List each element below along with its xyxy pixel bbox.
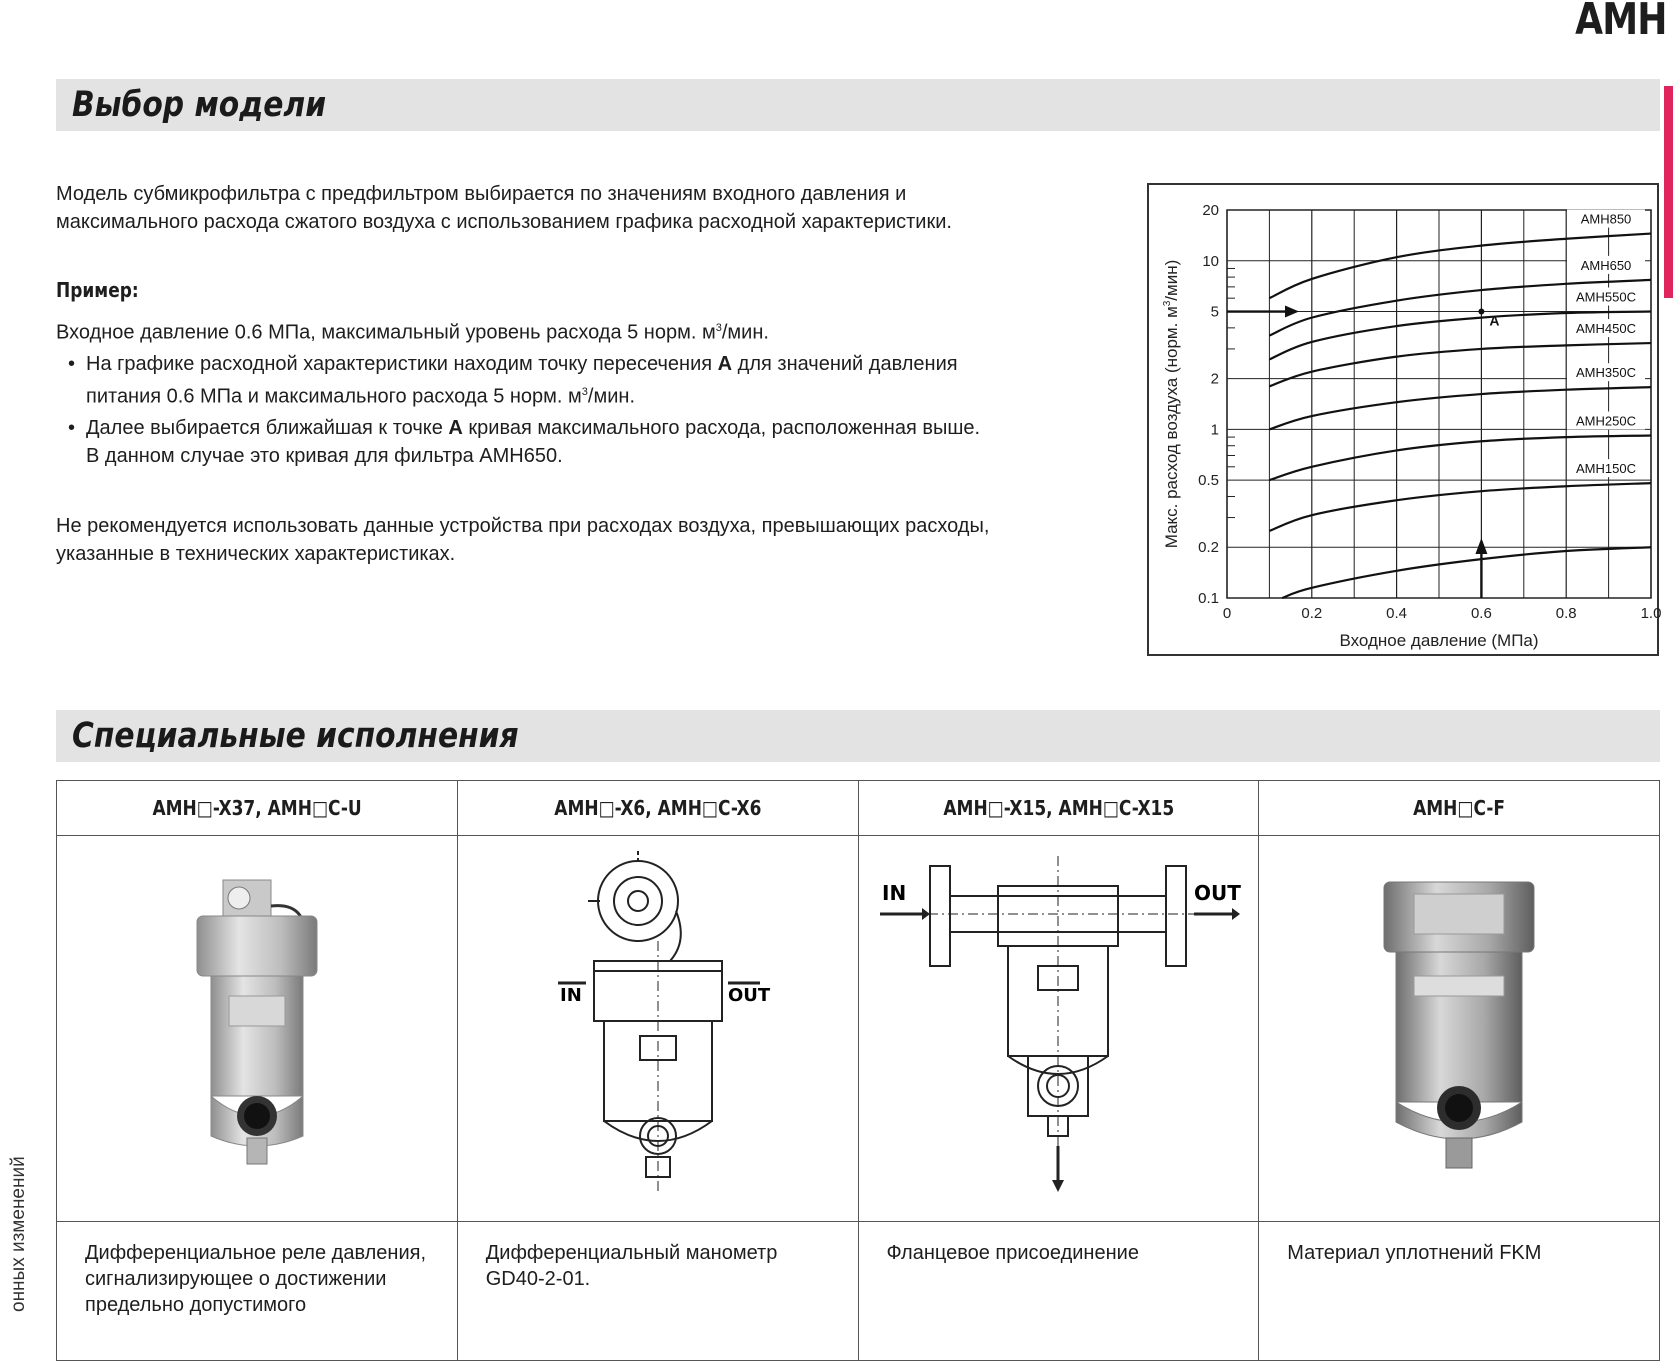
column-header [57,781,458,836]
flow-chart [1147,183,1662,656]
desc-line: предельно допустимого [85,1294,307,1316]
bullet-2-line2: В данном случае это кривая для фильтра AMH650. [86,445,563,467]
flow-chart-svg [1149,185,1662,654]
y-tick-label: 1 [1210,421,1219,439]
in-label: IN [882,881,907,905]
bullet-1-line2-b: /мин. [587,385,636,408]
column-description [57,1222,458,1361]
desc-line: сигнализирующее о достижении [85,1268,387,1290]
column-description [1259,1222,1660,1361]
bullet-1-text-a: На графике расходной характеристики находим точку пересечения [86,353,718,375]
series-label: AMH450C [1576,321,1636,337]
x-tick-label: 0 [1222,605,1232,622]
intro-line-2: максимального расхода сжатого воздуха с использованием графика расходной характеристики. [56,211,952,233]
x-axis-label: Входное давление (МПа) [1339,631,1539,650]
section-title-selection: Выбор модели [72,85,327,125]
y-tick-label: 10 [1202,252,1219,270]
series-label: AMH550C [1576,289,1636,305]
bullet-1-bold: A [717,353,733,375]
series-label: AMH350C [1576,365,1636,381]
column-header-text: AMH□-X37, AMH□C-U [152,796,362,820]
intro-paragraph [56,180,952,236]
x-tick-label: 0.2 [1301,605,1323,622]
point-a-label: A [1489,312,1500,329]
y-tick-label: 5 [1210,303,1219,321]
list-item: • На графике расходной характеристики находим точку пересечения A для значений давления питания 0.6 МПа и максимального расхода 5 норм. $м^3$/мин. [68,353,958,408]
out-label: OUT [1194,881,1242,905]
column-header [858,781,1259,836]
product-image-cell [57,836,458,1222]
series-line [1282,547,1651,598]
bullet-2-text-c: кривая максимального расхода, расположенная выше. [462,417,981,439]
desc-line: Фланцевое присоединение [886,1242,1139,1264]
example-text-b: /мин. [721,321,769,344]
example-text-a: Входное давление 0.6 МПа, максимальный уровень расхода 5 норм. м [56,321,716,344]
out-label: OUT [727,985,770,1006]
bullet-1-line2: питания 0.6 МПа и максимального расхода 5 норм. м [86,385,582,408]
section-title-special: Специальные исполнения [72,716,519,756]
fkm-filter-photo [1374,876,1544,1176]
note-paragraph [56,512,989,568]
special-versions-table [56,780,1660,1361]
column-header-text: AMH□-X6, AMH□C-X6 [554,796,762,820]
product-image-cell [1259,836,1660,1222]
y-axis-label-part: Макс. расход воздуха (норм. м [1162,306,1181,549]
column-header [457,781,858,836]
column-header-text: AMH□-X15, AMH□C-X15 [942,796,1174,820]
bullet-1-text-c: для значений давления [732,353,958,375]
series-label: AMH850 [1580,211,1632,227]
section-band-special [56,710,1660,762]
series-label: AMH250C [1576,413,1636,429]
x-tick-label: 0.4 [1386,605,1408,622]
filter-with-switch-photo [177,876,337,1176]
bullet-2-text-a: Далее выбирается ближайшая к точке [86,417,449,439]
y-tick-label: 0.1 [1198,590,1219,607]
desc-line: Дифференциальный манометр [485,1242,778,1264]
x-tick-label: 0.8 [1555,605,1577,622]
product-code: AMH [1575,0,1667,45]
list-item: • Далее выбирается ближайшая к точке A кривая максимального расхода, расположенная выше. В данном случае это кривая для фильтра AMH650. [68,414,980,470]
in-label: IN [559,985,582,1006]
product-image-cell [858,836,1259,1222]
column-description [457,1222,858,1361]
series-label: AMH150C [1576,461,1636,477]
bullet-2-bold: A [448,417,463,439]
desc-line: Дифференциальное реле давления, [85,1242,427,1264]
series-line [1269,483,1651,531]
section-band-selection [56,79,1660,131]
y-axis-label-sup: 3 [1162,300,1173,307]
y-axis-label [1162,260,1181,549]
y-tick-label: 0.5 [1198,472,1219,490]
note-line-2: указанные в технических характеристиках. [56,543,456,565]
note-line-1: Не рекомендуется использовать данные устройства при расходах воздуха, превышающих расходы, [56,515,990,537]
y-tick-label: 0.2 [1198,539,1219,557]
section-tab-marker [1664,86,1673,298]
series-label: AMH650 [1580,257,1632,273]
side-margin-text: онных изменений [8,1156,29,1312]
point-a [1478,309,1484,315]
x-tick-label: 0.6 [1470,605,1492,622]
arrow-head [1285,306,1299,318]
filter-with-gauge-drawing [538,851,778,1201]
flanged-filter-drawing [868,856,1248,1196]
x-tick-label: 1.0 [1640,605,1662,622]
intro-line-1: Модель субмикрофильтра с предфильтром выбирается по значениям входного давления и [56,183,907,205]
desc-line: Материал уплотнений FKM [1287,1242,1542,1264]
product-image-cell [457,836,858,1222]
column-description [858,1222,1259,1361]
y-tick-label: 2 [1210,370,1219,388]
example-heading: Пример: [56,278,139,302]
arrow-head [1475,538,1487,554]
y-axis-label-part: /мин) [1162,259,1181,301]
column-header-text: AMH□C-F [1413,796,1506,820]
column-header [1259,781,1660,836]
desc-line: GD40-2-01. [485,1268,591,1290]
y-tick-label: 20 [1202,202,1219,219]
example-line: Входное давление 0.6 МПа, максимальный уровень расхода 5 норм. $м^3$/мин. [56,321,769,344]
